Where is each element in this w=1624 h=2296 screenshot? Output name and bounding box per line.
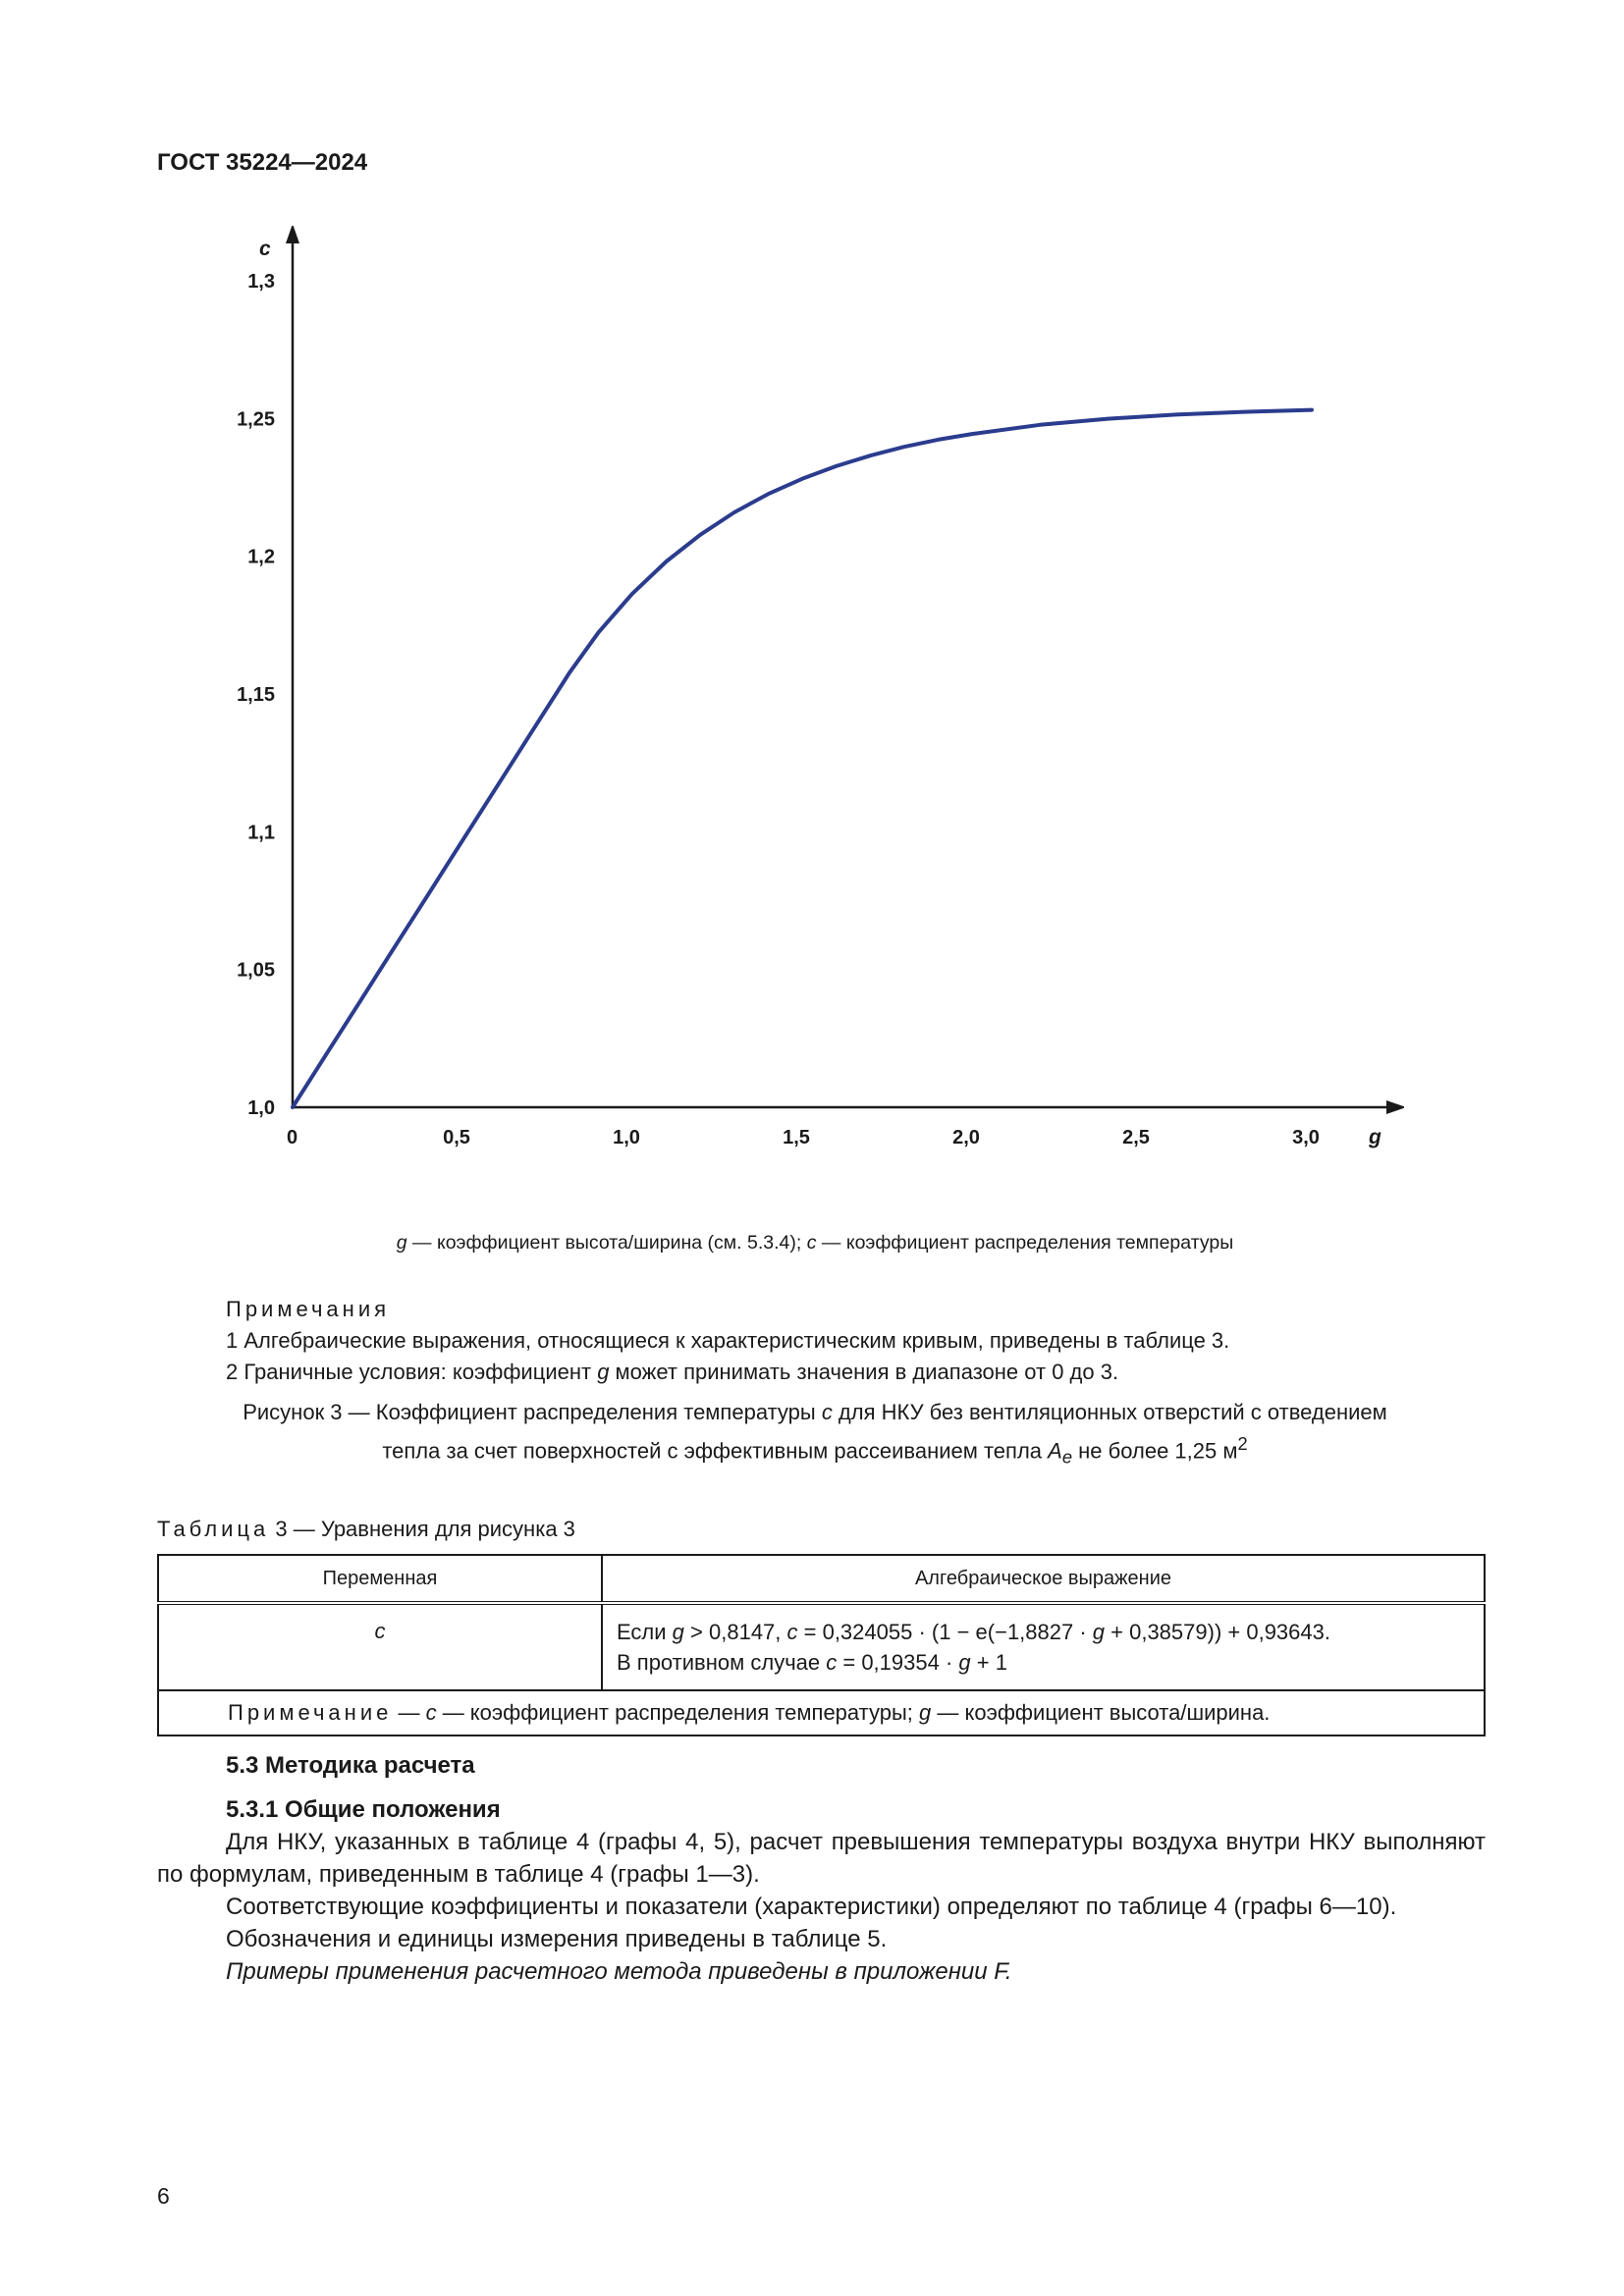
x-axis-label: g [1369, 1126, 1381, 1148]
caption-subscript-e: e [1061, 1446, 1073, 1468]
paragraph: Соответствующие коэффициенты и показатели (характеристики) определяют по таблице 4 (графы 6—10). [226, 1894, 1397, 1920]
note-2-post: может принимать значения в диапазоне от 0 до 3. [609, 1360, 1119, 1384]
document-header: ГОСТ 35224—2024 [157, 149, 368, 176]
expr2-t3: + 1 [970, 1650, 1007, 1675]
x-tick-label: 0 [287, 1127, 298, 1148]
x-tick-label: 1,0 [613, 1127, 640, 1148]
figure-caption [157, 1397, 1473, 1473]
table-title-word: Таблица [157, 1517, 270, 1541]
note-item-2 [226, 1357, 1229, 1388]
table-row [158, 1603, 1485, 1690]
y-axis-arrow [286, 226, 299, 243]
caption-superscript: 2 [1237, 1433, 1248, 1454]
paragraph: Обозначения и единицы измерения приведены в таблице 5. [226, 1926, 888, 1952]
expression-line-1 [617, 1617, 1470, 1647]
y-tick-label: 1,25 [237, 408, 275, 431]
series-line-c [293, 410, 1312, 1107]
cell-expression [602, 1603, 1485, 1690]
expr2-g1: g [958, 1650, 971, 1675]
expr2-t2: = 0,19354 · [837, 1650, 959, 1675]
caption-text-4: не более 1,25 м [1072, 1438, 1238, 1464]
y-tick-label: 1,05 [237, 959, 275, 982]
table-note-t3: — коэффициент высота/ширина. [931, 1700, 1271, 1725]
note-item-1: 1 Алгебраические выражения, относящиеся к характеристическим кривым, приведены в таблице 3. [226, 1328, 1230, 1353]
section-heading: 5.3 Методика расчета [226, 1752, 475, 1779]
paragraph: Примеры применения расчетного метода приведены в приложении F. [226, 1958, 1012, 1985]
header-variable: Переменная [158, 1555, 602, 1603]
expr2-c1: c [826, 1650, 838, 1675]
table-note [158, 1690, 1485, 1735]
expr1-g1: g [672, 1620, 684, 1644]
cell-variable: c [158, 1603, 602, 1690]
y-tick-label: 1,3 [247, 271, 275, 293]
subsection-heading: 5.3.1 Общие положения [226, 1796, 501, 1823]
x-tick-label: 3,0 [1292, 1127, 1320, 1148]
x-tick-label: 1,5 [783, 1127, 810, 1148]
header-expression: Алгебраическое выражение [602, 1555, 1485, 1603]
body-text [157, 1826, 1486, 1988]
y-axis-label: c [259, 238, 271, 260]
note-2-symbol: g [597, 1360, 610, 1384]
x-tick-label: 2,5 [1122, 1127, 1150, 1148]
caption-line-2 [157, 1428, 1473, 1473]
table-header-row [158, 1555, 1485, 1603]
expr1-t4: + 0,38579)) + 0,93643. [1105, 1620, 1330, 1644]
expr1-g2: g [1092, 1620, 1106, 1644]
legend-g-desc: — коэффициент высота/ширина (см. 5.3.4); [406, 1232, 807, 1254]
note-2-pre: 2 Граничные условия: коэффициент [226, 1360, 598, 1384]
y-tick-label: 1,0 [247, 1097, 275, 1119]
equations-table [157, 1554, 1486, 1736]
notes-title: Примечания [226, 1297, 391, 1321]
table-note-row [158, 1690, 1485, 1735]
expr1-t1: Если [617, 1620, 673, 1644]
x-tick-labels [287, 1127, 1320, 1148]
legend-c-desc: — коэффициент распределения температуры [816, 1232, 1234, 1254]
chart-axes [286, 226, 1404, 1114]
y-tick-label: 1,2 [247, 546, 275, 568]
x-tick-label: 0,5 [443, 1127, 470, 1148]
expr1-t2: > 0,8147, [683, 1620, 787, 1644]
table-note-g: g [919, 1700, 932, 1725]
y-tick-labels [237, 271, 275, 1119]
table-note-c: c [425, 1700, 437, 1725]
table-title-rest: 3 — Уравнения для рисунка 3 [269, 1517, 575, 1541]
caption-symbol-c: c [821, 1400, 833, 1424]
x-tick-label: 2,0 [952, 1127, 980, 1148]
x-axis-arrow [1386, 1100, 1404, 1114]
figure-notes [226, 1294, 1229, 1388]
caption-text-1: Рисунок 3 — Коэффициент распределения температуры [243, 1400, 822, 1424]
caption-symbol-a: A [1048, 1438, 1062, 1464]
y-tick-label: 1,1 [247, 822, 275, 844]
paragraph: Для НКУ, указанных в таблице 4 (графы 4, 5), расчет превышения температуры воздуха внутри НКУ выполняют по формулам, приведенным в таблице 4 (графы 1—3). [157, 1829, 1486, 1888]
table-note-title: Примечание [228, 1700, 393, 1725]
y-tick-label: 1,15 [237, 684, 275, 706]
expr2-t1: В противном случае [617, 1650, 827, 1675]
table-note-t2: — коэффициент распределения температуры; [436, 1700, 920, 1725]
table-note-t1: — [392, 1700, 426, 1725]
caption-line-1 [157, 1397, 1473, 1428]
table-title [157, 1517, 575, 1542]
expression-line-2 [617, 1647, 1470, 1678]
legend-g-symbol: g [396, 1232, 407, 1254]
expr1-t3: = 0,324055 · (1 − e(−1,8827 · [797, 1620, 1093, 1644]
legend-c-symbol: c [806, 1232, 817, 1254]
page-number: 6 [157, 2183, 170, 2209]
caption-text-2: для НКУ без вентиляционных отверстий с отведением [832, 1400, 1387, 1424]
expr1-c1: c [786, 1620, 798, 1644]
chart [216, 226, 1404, 1168]
caption-text-3: тепла за счет поверхностей с эффективным рассеиванием тепла [382, 1438, 1049, 1464]
figure-legend [157, 1232, 1473, 1255]
